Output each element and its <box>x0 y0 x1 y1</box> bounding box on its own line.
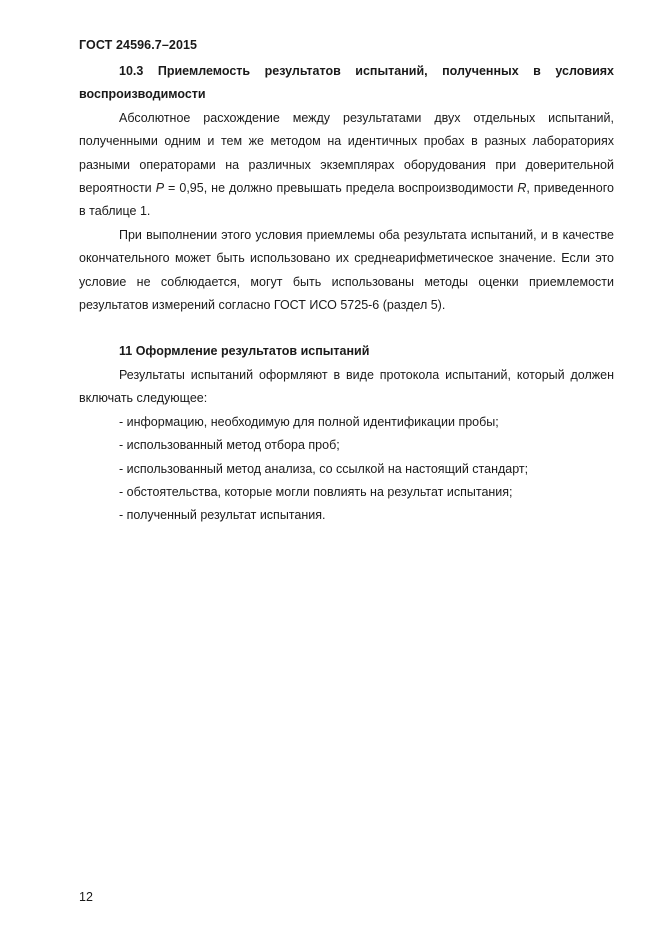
page-number: 12 <box>79 890 93 904</box>
list-item: - информацию, необходимую для полной идентификации пробы; <box>119 414 499 429</box>
section-11-heading <box>79 340 614 363</box>
paragraph-report-intro: Результаты испытаний оформляют в виде протокола испытаний, который должен включать следующее: <box>79 367 614 406</box>
list-item: - использованный метод отбора проб; <box>119 438 340 453</box>
list-item: - использованный метод анализа, со ссылкой на настоящий стандарт; <box>119 461 529 476</box>
body-column <box>79 60 614 528</box>
variable-p: P <box>155 181 165 196</box>
paragraph-text: , приведенного в таблице 1. <box>79 181 614 219</box>
document-code: ГОСТ 24596.7–2015 <box>79 38 198 52</box>
paragraph-acceptance: При выполнении этого условия приемлемы оба результата испытаний, и в качестве окончательного может быть использовано их среднеарифметическое значение. Если это условие не соблюдается, могут быть использованы методы оценки приемлемости результатов измерений согласно ГОСТ ИСО 5725-6 (раздел 5). <box>79 227 614 313</box>
list-item: - обстоятельства, которые могли повлиять на результат испытания; <box>119 484 513 499</box>
variable-r: R <box>517 181 527 196</box>
paragraph-reproducibility-limit <box>79 107 614 224</box>
section-10-3-title: Приемлемость результатов испытаний, полученных в условиях воспроизводимости <box>79 64 614 102</box>
section-10-3-number: 10.3 <box>119 64 144 78</box>
section-11-title: Оформление результатов испытаний <box>135 344 370 359</box>
section-10-3-heading <box>79 60 614 107</box>
paragraph-text: Абсолютное расхождение между результатами двух отдельных испытаний, полученными одним и тем же методом на идентичных пробах в разных лабораториях разными операторами на различных экземплярах оборудования при доверительной вероятности <box>79 110 614 196</box>
list-item: - полученный результат испытания. <box>119 508 326 523</box>
report-contents-list <box>79 411 614 528</box>
section-11-number: 11 <box>119 344 133 359</box>
paragraph-text: = 0,95, не должно превышать предела воспроизводимости <box>164 181 518 196</box>
